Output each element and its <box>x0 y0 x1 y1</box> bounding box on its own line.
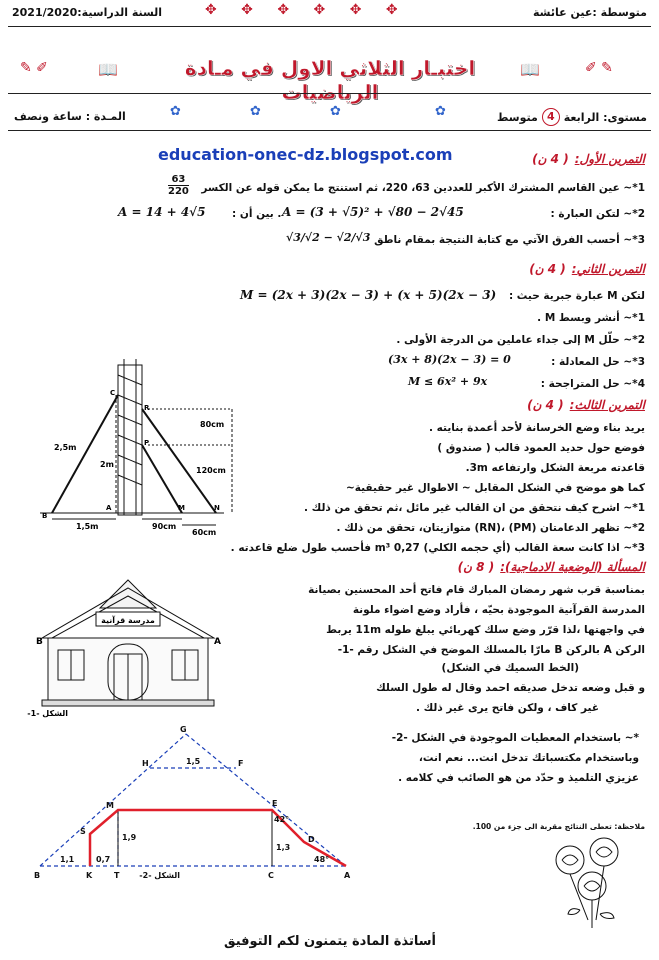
book-icon: 📖 <box>98 60 118 79</box>
dim-120cm: 120cm <box>196 466 226 475</box>
label-A: A <box>106 504 112 512</box>
problem-header <box>458 560 645 574</box>
ex2-q3-expr: (3x + 8)(2x − 3) = 0 <box>388 353 511 366</box>
ex2-q4: 4*~ حل المتراجحة : <box>540 378 645 390</box>
ex1-q1-fraction <box>168 174 189 197</box>
label-N: N <box>214 504 220 512</box>
book-icon: 📖 <box>520 60 540 79</box>
level-suffix: متوسط <box>496 110 538 124</box>
roses-decoration <box>540 830 640 930</box>
figure-2 <box>30 722 360 882</box>
fig2-F: F <box>238 759 244 768</box>
fig2-A: A <box>344 871 351 880</box>
school-caption: الشكل -1- <box>27 709 68 718</box>
ex1-q2-expr: A = (3 + √5)² + √80 − 2√45 <box>282 205 464 219</box>
problem-q3: عزيزي التلميذ و حدّد من هو الصائب في كلامه . <box>398 772 639 784</box>
problem-l1: بمناسبة قرب شهر رمضان المبارك قام فاتح أحد المحسنين بصيانة <box>308 584 645 596</box>
flower-icon: ✿ <box>435 104 446 119</box>
problem-l4: الركن A بالركن B مارّا بالمسلك الموضح في الشكل رقم -1- <box>337 644 645 656</box>
dim-2m: 2m <box>100 460 114 469</box>
frac-den: 220 <box>168 186 189 197</box>
ex3-header <box>527 398 645 412</box>
fig2-E: E <box>272 799 278 808</box>
ex2-points: ( 4 ن) <box>529 262 566 276</box>
dim-80cm: 80cm <box>200 420 225 429</box>
ex1-points: ( 4 ن) <box>532 152 569 166</box>
ex1-header <box>532 152 645 166</box>
flower-icon: ✿ <box>250 104 261 119</box>
fig2-G: G <box>180 725 187 734</box>
fig2-M: M <box>106 801 114 810</box>
label-M: M <box>178 504 185 512</box>
pencil-icon: ✐ ✎ <box>585 60 613 76</box>
ex2-q3: 3*~ حل المعادلة : <box>551 356 645 368</box>
watermark-url: education-onec-dz.blogspot.com <box>158 145 453 164</box>
fig2-dim-EC: 1,3 <box>276 843 291 852</box>
header-rule-bottom <box>8 130 651 131</box>
fig2-dim-MT: 1,9 <box>122 833 137 842</box>
problem-q1: *~ باستخدام المعطيات الموجودة في الشكل -2- <box>391 732 639 744</box>
dim-2-5m: 2,5m <box>54 443 77 452</box>
dim-90cm: 90cm <box>152 522 177 531</box>
problem-points: ( 8 ن) <box>457 560 495 574</box>
ex2-q4-expr: M ≤ 6x² + 9x <box>408 375 488 388</box>
fig2-C: C <box>268 871 274 880</box>
school-sign: مدرسة قرآنية <box>101 616 155 625</box>
problem-l2: المدرسة القرآنية الموجودة بحيّه ، فأراد وضع اضواء ملونة <box>352 604 645 616</box>
ex2-title: التمرين الثاني: <box>571 262 645 276</box>
fig2-dim-HF: 1,5 <box>186 757 201 766</box>
ex2-intro: لتكن M عبارة جبرية حيث : <box>508 290 645 302</box>
problem-l5: (الخط السميك في الشكل) <box>441 662 579 674</box>
ex1-title: التمرين الأول: <box>574 152 645 166</box>
problem-note: ملاحظة: تعطى النتائج مقربة الى جزء من 100. <box>472 822 645 831</box>
ex1-q2-show: . بين أن : <box>232 208 282 220</box>
pillar-figure <box>32 355 232 535</box>
ex2-q1: 1*~ أنشر وبسط M . <box>537 312 645 324</box>
fig2-ang-E: 42° <box>274 815 290 824</box>
ex1-q3-expr: √3/√2 − √2/√3 <box>286 231 371 244</box>
ex3-l1: يريد بناء وضع الخرسانة لأحد أعمدة بنايته . <box>429 422 645 434</box>
ex2-header <box>529 262 645 276</box>
label-C: C <box>110 389 116 397</box>
fig2-B: B <box>34 871 41 880</box>
pencil-icon: ✎ ✐ <box>20 60 48 76</box>
ex3-title: التمرين الثالث: <box>569 398 645 412</box>
flower-icon: ✿ <box>170 104 181 119</box>
ex3-q3: 3*~ اذا كانت سعة القالب (أي حجمه الكلي) 0,27 m³ فأحسب طول ضلع قاعدته . <box>230 542 645 554</box>
ex3-l4: كما هو موضح في الشكل المقابل ~ الاطوال غير حقيقية~ <box>345 482 645 494</box>
frac-num: 63 <box>168 174 189 186</box>
footer-wishes: أساتذة المادة يتمنون لكم التوفيق <box>224 934 436 949</box>
fig2-T: T <box>114 871 120 880</box>
label-R: R <box>144 404 150 412</box>
label-P: P <box>144 439 150 447</box>
problem-q2: وباستخدام مكتسباتك تدخل انت... نعم انت، <box>418 752 639 764</box>
fig2-dim-KT: 0,7 <box>96 855 111 864</box>
ex1-q2-result: A = 14 + 4√5 <box>118 205 206 219</box>
school-figure <box>28 578 228 718</box>
ex3-l2: فوضع حول حديد العمود قالب ( صندوق ) <box>437 442 645 454</box>
level-number: 4 <box>542 108 560 126</box>
problem-l7: غير كاف ، ولكن فاتح يرى غير ذلك . <box>415 702 599 714</box>
school-year: السنة الدراسية:2021/2020 <box>12 6 163 19</box>
fig2-dim-BK: 1,1 <box>60 855 75 864</box>
label-B: B <box>42 512 48 520</box>
ex1-q3: 3*~ أحسب الفرق الآتي مع كتابة النتيجة بمقام ناطق <box>374 234 645 246</box>
school-name: متوسطة :عين عائشة <box>532 6 647 19</box>
ex3-points: ( 4 ن) <box>527 398 564 412</box>
header-rule-mid <box>8 93 651 94</box>
header-ornaments: ✥ ✥ ✥ ✥ ✥ ✥ <box>205 2 408 18</box>
ex2-q2: 2*~ حلّل M إلى جداء عاملين من الدرجة الأولى . <box>396 334 645 346</box>
school-label-B: B <box>36 637 43 647</box>
dim-1-5m: 1,5m <box>76 522 99 531</box>
ex3-q1: 1*~ اشرح كيف نتحقق من ان القالب غير مائل ،ثم تحقق من ذلك . <box>304 502 645 514</box>
level-label: مستوى: الرابعة <box>563 110 647 124</box>
fig2-H: H <box>142 759 149 768</box>
problem-title: المسألة (الوضعية الادماجية): <box>500 560 645 574</box>
fig2-S: S <box>80 827 86 836</box>
duration: المـدة : ساعة ونصف <box>14 110 126 123</box>
ex2-expr: M = (2x + 3)(2x − 3) + (x + 5)(2x − 3) <box>240 288 497 302</box>
ex1-q1: 1*~ عين القاسم المشترك الأكبر للعددين 63، 220، ثم استنتج ما يمكن قوله عن الكسر <box>201 182 645 194</box>
fig2-caption: الشكل -2- <box>139 871 180 880</box>
fig2-K: K <box>86 871 93 880</box>
header-rule-top <box>8 26 651 27</box>
ex3-q2: 2*~ تظهر الدعامتان (PM) ،(RN) متوازيتان، تحقق من ذلك . <box>336 522 645 534</box>
ex1-q2: 2*~ لتكن العبارة : <box>550 208 645 220</box>
flower-icon: ✿ <box>330 104 341 119</box>
exam-title: اختبـار الثلاثي الاول في مـادة الرياضيات <box>184 56 476 104</box>
school-label-A: A <box>214 637 221 647</box>
fig2-D: D <box>308 835 315 844</box>
problem-l6: و قبل وضعه تدخل صديقه احمد وقال له طول السلك <box>376 682 645 694</box>
ex3-l3: قاعدته مربعة الشكل وارتفاعه 3m. <box>465 462 645 474</box>
problem-l3: في واجهتها ،لذا قرّر وضع سلك كهربائي يبلغ طوله 11m يربط <box>326 624 645 636</box>
level <box>497 108 647 126</box>
dim-60cm: 60cm <box>192 528 217 537</box>
fig2-ang-A: 48° <box>314 855 330 864</box>
